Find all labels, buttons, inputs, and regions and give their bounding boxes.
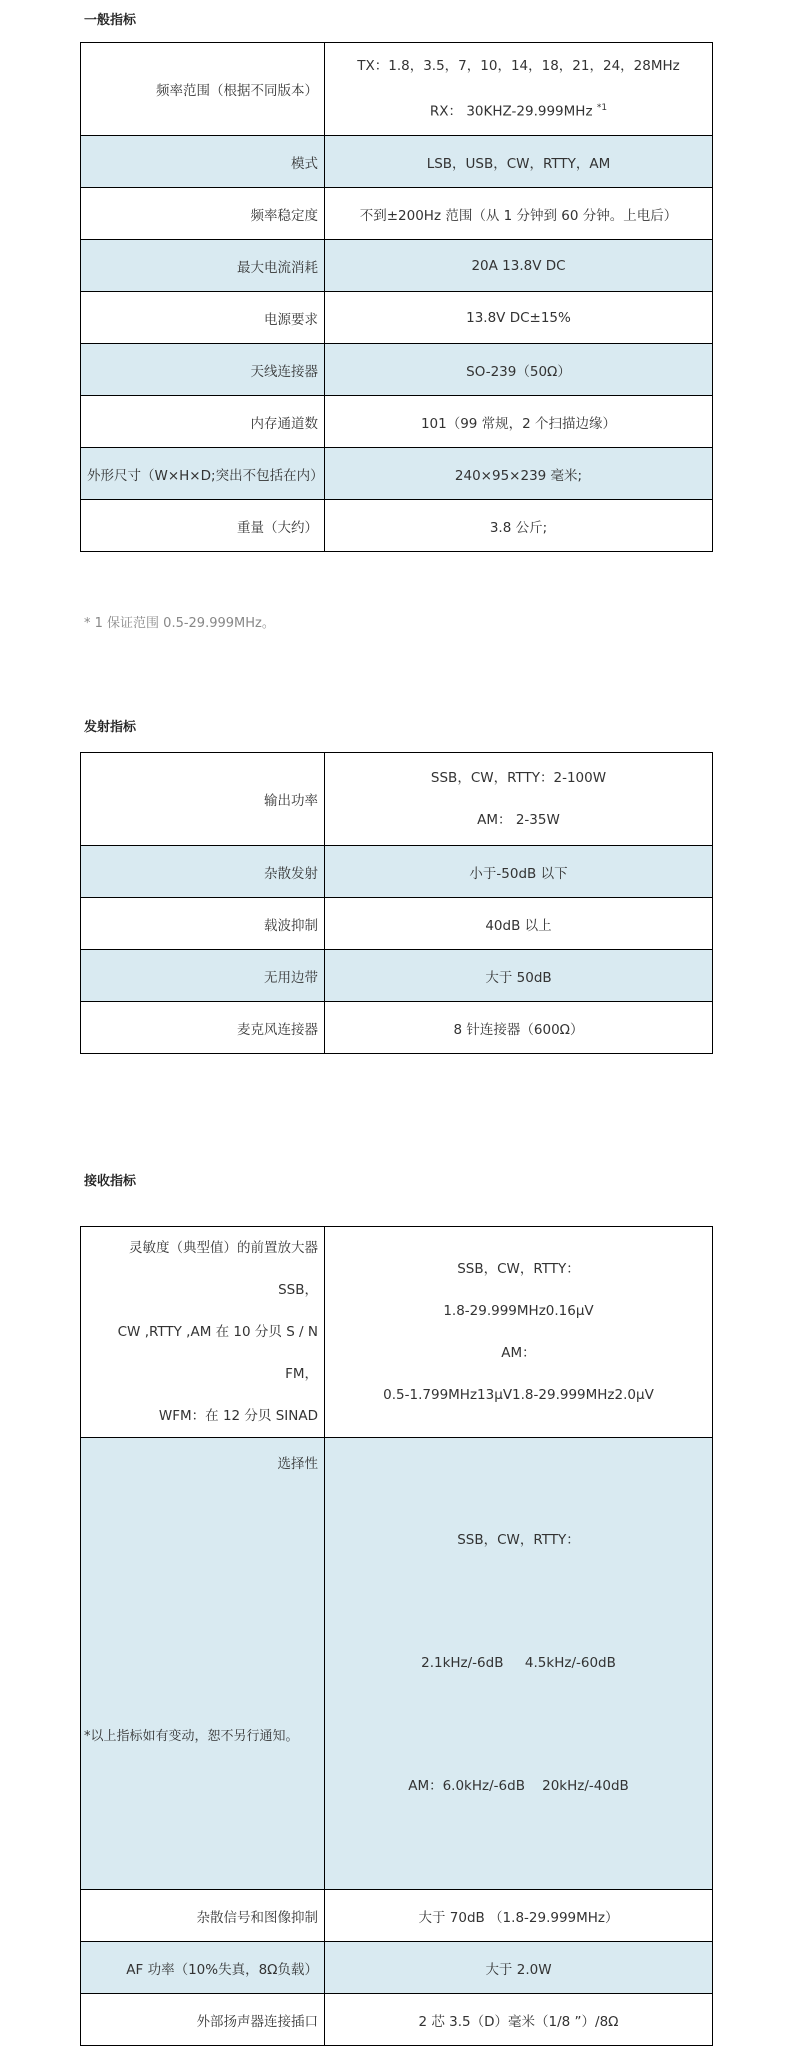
table-row xyxy=(81,396,713,448)
spec-value: 40dB 以上 xyxy=(325,898,713,950)
spec-label: 灵敏度（典型值）的前置放大器 SSB， CW ,RTTY ,AM 在 10 分贝 S / N FM， WFM：在 12 分贝 SINAD xyxy=(81,1227,325,1438)
spec-label: 电源要求 xyxy=(81,292,325,344)
table-row xyxy=(81,448,713,500)
spec-value: SSB，CW，RTTY： 1.8-29.999MHz0.16μV AM： 0.5-1.799MHz13μV1.8-29.999MHz2.0μV xyxy=(325,1227,713,1438)
spec-value: 20A 13.8V DC xyxy=(325,240,713,292)
spec-label: 外部扬声器连接插口 xyxy=(81,1994,325,2046)
table-row xyxy=(81,1227,713,1438)
receive-footnote: *以上指标如有变动，恕不另行通知。 xyxy=(84,1729,299,1744)
spec-label: 外形尺寸（W×H×D;突出不包括在内） xyxy=(81,448,325,500)
table-row xyxy=(81,1438,713,1890)
table-row xyxy=(81,240,713,292)
spec-value: 小于-50dB 以下 xyxy=(325,846,713,898)
table-row xyxy=(81,1994,713,2046)
spec-value: TX：1.8，3.5，7，10，14，18，21，24，28MHz RX： 30KHZ-29.999MHz $^{*1}$ xyxy=(325,43,713,136)
table-row xyxy=(81,1942,713,1994)
spec-label: 天线连接器 xyxy=(81,344,325,396)
table-row xyxy=(81,846,713,898)
table-row xyxy=(81,188,713,240)
spec-label: 重量（大约） xyxy=(81,500,325,552)
table-row xyxy=(81,136,713,188)
spec-value: 101（99 常规，2 个扫描边缘） xyxy=(325,396,713,448)
spec-label: AF 功率（10%失真，8Ω负载） xyxy=(81,1942,325,1994)
spec-value: 8 针连接器（600Ω） xyxy=(325,1002,713,1054)
general-section-title: 一般指标 xyxy=(84,13,137,28)
spec-value: 2 芯 3.5（D）毫米（1/8 ”）/8Ω xyxy=(325,1994,713,2046)
spec-label: 最大电流消耗 xyxy=(81,240,325,292)
table-row xyxy=(81,344,713,396)
spec-label: 杂散发射 xyxy=(81,846,325,898)
spec-label: 输出功率 xyxy=(81,753,325,846)
spec-label: 无用边带 xyxy=(81,950,325,1002)
spec-label: 模式 xyxy=(81,136,325,188)
spec-value: LSB，USB，CW，RTTY，AM xyxy=(325,136,713,188)
spec-label: 载波抑制 xyxy=(81,898,325,950)
transmit-spec-table xyxy=(80,752,713,1054)
spec-label: 频率范围（根据不同版本） xyxy=(81,43,325,136)
spec-value: SSB，CW，RTTY：2-100W AM： 2-35W xyxy=(325,753,713,846)
spec-value: 大于 70dB （1.8-29.999MHz） xyxy=(325,1890,713,1942)
spec-label: 杂散信号和图像抑制 xyxy=(81,1890,325,1942)
table-row xyxy=(81,1002,713,1054)
receive-section-title: 接收指标 xyxy=(84,1174,137,1189)
spec-label: 麦克风连接器 xyxy=(81,1002,325,1054)
receive-spec-table xyxy=(80,1226,713,2046)
spec-value: 240×95×239 毫米; xyxy=(325,448,713,500)
footnote-marker: *1 xyxy=(596,103,608,114)
table-row xyxy=(81,950,713,1002)
table-row xyxy=(81,1890,713,1942)
table-row xyxy=(81,292,713,344)
spec-label: 选择性 xyxy=(81,1438,325,1890)
transmit-section-title: 发射指标 xyxy=(84,720,137,735)
spec-label: 内存通道数 xyxy=(81,396,325,448)
spec-value: 不到±200Hz 范围（从 1 分钟到 60 分钟。上电后） xyxy=(325,188,713,240)
spec-value: SSB，CW，RTTY： 2.1kHz/-6dB 4.5kHz/-60dB AM：6.0kHz/-6dB 20kHz/-40dB xyxy=(325,1438,713,1890)
general-spec-table xyxy=(80,42,713,552)
table-row xyxy=(81,898,713,950)
spec-value: SO-239（50Ω） xyxy=(325,344,713,396)
table-row xyxy=(81,753,713,846)
general-footnote: * 1 保证范围 0.5-29.999MHz。 xyxy=(84,616,275,631)
spec-value: 大于 50dB xyxy=(325,950,713,1002)
spec-label: 频率稳定度 xyxy=(81,188,325,240)
spec-value: 3.8 公斤; xyxy=(325,500,713,552)
table-row xyxy=(81,500,713,552)
table-row xyxy=(81,43,713,136)
spec-value: 13.8V DC±15% xyxy=(325,292,713,344)
spec-value: 大于 2.0W xyxy=(325,1942,713,1994)
